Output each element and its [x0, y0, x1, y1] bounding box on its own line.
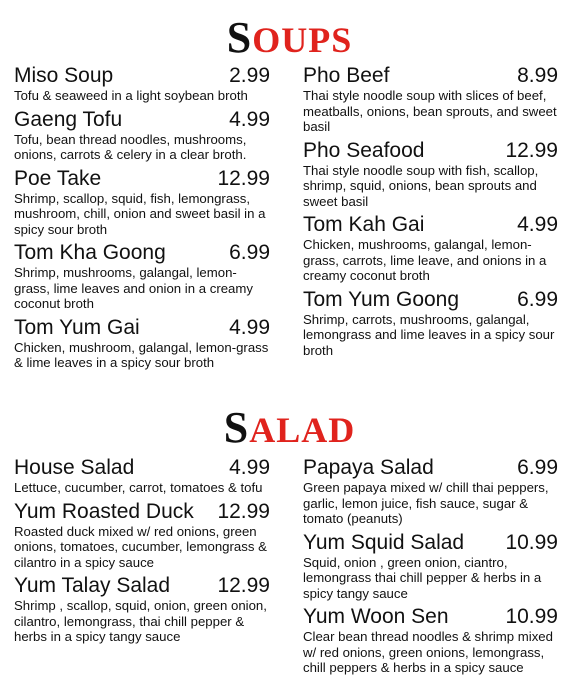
menu-item	[14, 108, 270, 163]
item-price: 6.99	[229, 241, 270, 264]
item-description: Lettuce, cucumber, carrot, tomatoes & tofu	[14, 480, 263, 495]
item-name: Tom Yum Gai	[14, 315, 140, 339]
item-price: 4.99	[229, 456, 270, 479]
item-description: Shrimp, scallop, squid, fish, lemongrass, mushroom, chill, onion and sweet basil in a spicy sour broth	[14, 190, 266, 237]
item-description: Shrimp, mushrooms, galangal, lemon-grass, lime leaves and onion in a creamy coconut broth	[14, 265, 253, 311]
item-name: Poe Take	[14, 166, 102, 190]
item-price: 6.99	[517, 287, 558, 311]
item-name: Gaeng Tofu	[14, 107, 123, 131]
item-description: Thai style noodle soup with fish, scallop, shrimp, squid, onions, bean sprouts and sweet basil	[303, 162, 539, 209]
item-description: Shrimp , scallop, squid, onion, green onion, cilantro, lemongrass, thai chill pepper & herbs in a spicy tangy sauce	[14, 598, 267, 644]
item-description: Clear bean thread noodles & shrimp mixed w/ red onions, green onions, lemongrass, chill peppers & herbs in a spicy sauce	[303, 629, 553, 675]
menu-item	[14, 167, 270, 238]
item-name: Pho Beef	[303, 64, 390, 87]
menu-item	[14, 456, 270, 496]
salad-heading-initial: S	[223, 403, 250, 452]
menu-item	[14, 241, 270, 312]
menu-item	[303, 139, 558, 210]
item-description: Chicken, mushroom, galangal, lemon-grass & lime leaves in a spicy sour broth	[14, 339, 269, 370]
item-price: 10.99	[505, 605, 558, 628]
item-price: 4.99	[229, 107, 270, 131]
item-name: Pho Seafood	[303, 138, 425, 162]
salad-heading	[0, 402, 579, 453]
soups-heading-rest: OUPS	[252, 20, 353, 60]
item-name: Miso Soup	[14, 64, 114, 87]
item-description: Chicken, mushrooms, galangal, lemon-grass, carrots, lime leave, and onions in a creamy coconut broth	[303, 237, 547, 283]
item-name: Tom Yum Goong	[303, 287, 460, 311]
item-description: Thai style noodle soup with slices of beef, meatballs, onions, bean sprouts, and sweet basil	[303, 88, 557, 134]
menu-item	[14, 316, 270, 371]
item-name: Tom Kha Goong	[14, 241, 166, 264]
menu-item	[303, 531, 558, 602]
soups-heading-initial: S	[226, 13, 253, 62]
menu-item	[303, 213, 558, 284]
item-description: Squid, onion , green onion, ciantro, lemongrass thai chill pepper & herbs in a spicy tangy sauce	[303, 554, 542, 601]
item-price: 8.99	[517, 64, 558, 87]
item-price: 4.99	[229, 315, 270, 339]
menu-item	[303, 605, 558, 676]
salad-right-column	[303, 456, 558, 680]
item-name: Yum Woon Sen	[303, 605, 449, 628]
salad-left-column	[14, 456, 270, 649]
item-price: 12.99	[217, 499, 270, 523]
item-name: Papaya Salad	[303, 456, 434, 479]
item-description: Green papaya mixed w/ chill thai peppers, garlic, lemon juice, fish sauce, sugar & tomato (peanuts)	[303, 480, 549, 526]
item-description: Tofu, bean thread noodles, mushrooms, onions, carrots & celery in a clear broth.	[14, 131, 247, 162]
item-name: House Salad	[14, 456, 135, 479]
item-name: Yum Squid Salad	[303, 530, 465, 554]
item-price: 4.99	[517, 213, 558, 236]
item-price: 12.99	[505, 138, 558, 162]
menu-item	[14, 500, 270, 571]
item-name: Tom Kah Gai	[303, 213, 425, 236]
item-price: 2.99	[229, 64, 270, 87]
soups-heading	[0, 12, 579, 63]
menu-item	[14, 64, 270, 104]
soups-left-column	[14, 64, 270, 375]
menu-item	[303, 288, 558, 359]
item-description: Tofu & seaweed in a light soybean broth	[14, 88, 248, 103]
item-price: 6.99	[517, 456, 558, 479]
item-price: 10.99	[505, 530, 558, 554]
menu-item	[303, 456, 558, 527]
soups-right-column	[303, 64, 558, 362]
salad-heading-rest: ALAD	[249, 410, 356, 450]
item-price: 12.99	[217, 166, 270, 190]
item-description: Roasted duck mixed w/ red onions, green onions, tomatoes, cucumber, lemongrass & cilantro in a spicy sauce	[14, 523, 267, 570]
menu-item	[303, 64, 558, 135]
menu-item	[14, 574, 270, 645]
item-name: Yum Talay Salad	[14, 574, 171, 597]
item-description: Shrimp, carrots, mushrooms, galangal, lemongrass and lime leaves in a spicy sour broth	[303, 311, 555, 358]
item-price: 12.99	[217, 574, 270, 597]
item-name: Yum Roasted Duck	[14, 499, 194, 523]
